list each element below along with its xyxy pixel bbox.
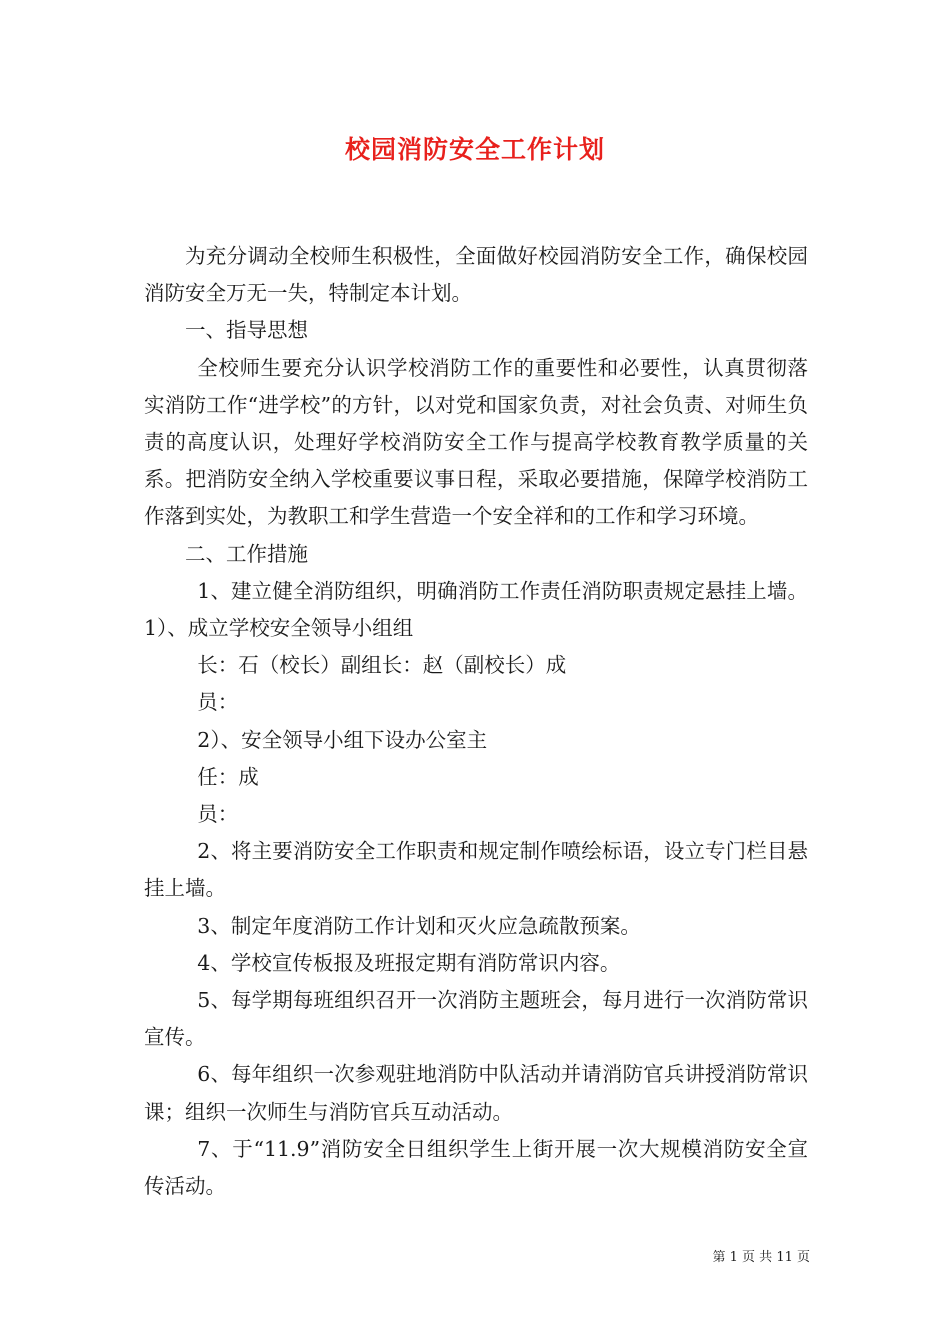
measure-6-paragraph: 6、每年组织一次参观驻地消防中队活动并请消防官兵讲授消防常识课；组织一次师生与消防官兵互动活动。 (144, 1062, 808, 1124)
document-body (144, 238, 808, 1205)
members-line-1: 员： (197, 690, 239, 715)
page-number: 第 1 页 共 11 页 (712, 1250, 810, 1265)
members-line-2: 员： (197, 802, 239, 827)
measure-1-paragraph: 1、建立健全消防组织，明确消防工作责任消防职责规定悬挂上墙。1）、成立学校安全领导小组组 (144, 578, 808, 641)
section-heading-work-measures: 二、工作措施 (185, 541, 308, 566)
measure-4-paragraph: 4、学校宣传板报及班报定期有消防常识内容。 (197, 950, 621, 975)
measure-7-paragraph: 7、于“11.9”消防安全日组织学生上街开展一次大规模消防安全宣传活动。 (144, 1136, 808, 1199)
measure-3-paragraph: 3、制定年度消防工作计划和灭火应急疏散预案。 (197, 913, 641, 938)
measure-2-paragraph: 2、将主要消防安全工作职责和规定制作喷绘标语，设立专门栏目悬挂上墙。 (144, 839, 808, 901)
guiding-ideology-paragraph: 全校师生要充分认识学校消防工作的重要性和必要性，认真贯彻落实消防工作“进学校”的方针，以对党和国家负责，对社会负责、对师生负责的高度认识，处理好学校消防安全工作与提高学校教育教学质量的关系。把消防安全纳入学校重要议事日程，采取必要措施，保障学校消防工作落到实处，为教职工和学生营造一个安全祥和的工作和学习环境。 (144, 355, 808, 529)
leader-line: 长：石（校长）副组长：赵（副校长）成 (197, 653, 567, 678)
document-title: 校园消防安全工作计划 (344, 135, 605, 164)
director-line: 任：成 (197, 764, 259, 789)
measure-5-paragraph: 5、每学期每班组织召开一次消防主题班会，每月进行一次消防常识宣传。 (144, 988, 808, 1050)
office-line: 2）、安全领导小组下设办公室主 (197, 727, 488, 752)
intro-paragraph: 为充分调动全校师生积极性，全面做好校园消防安全工作，确保校园消防安全万无一失，特制定本计划。 (144, 244, 808, 306)
section-heading-guiding-ideology: 一、指导思想 (185, 318, 308, 343)
